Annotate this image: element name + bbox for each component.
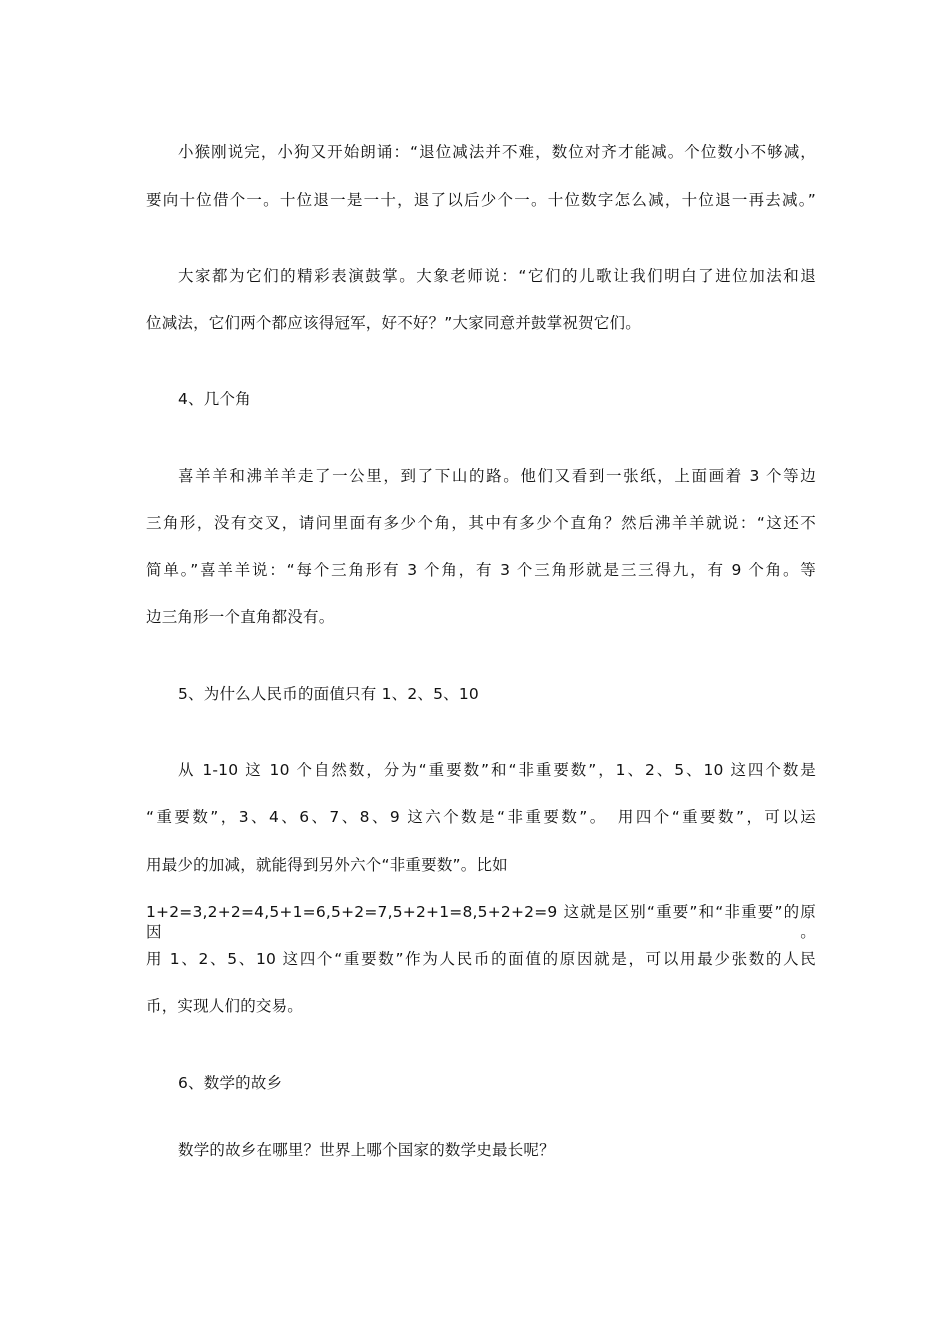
paragraph-4-line-3: 用最少的加减，就能得到另外六个“非重要数”。比如 — [146, 856, 508, 874]
paragraph-4-line-6: 币，实现人们的交易。 — [146, 997, 304, 1015]
paragraph-2-line-2: 位减法，它们两个都应该得冠军，好不好？”大家同意并鼓掌祝贺它们。 — [146, 314, 641, 332]
paragraph-4-line-2: “重要数”，3、4、6、7、8、9 这六个数是“非重要数”。 用四个“重要数”，可以运 — [146, 808, 816, 826]
paragraph-1-line-1: 小猴刚说完，小狗又开始朗诵：“退位减法并不难，数位对齐才能减。个位数小不够减， — [178, 143, 816, 161]
section-heading-6: 6、数学的故乡 — [178, 1074, 283, 1092]
section-heading-5: 5、为什么人民币的面值只有 1、2、5、10 — [178, 685, 479, 703]
paragraph-3-line-4: 边三角形一个直角都没有。 — [146, 608, 335, 626]
paragraph-4-line-5: 用 1、2、5、10 这四个“重要数”作为人民币的面值的原因就是，可以用最少张数的人民 — [146, 950, 816, 968]
paragraph-2-line-1: 大家都为它们的精彩表演鼓掌。大象老师说：“它们的儿歌让我们明白了进位加法和退 — [178, 267, 816, 285]
paragraph-4-line-1: 从 1-10 这 10 个自然数，分为“重要数”和“非重要数”，1、2、5、10 这四个数是 — [178, 761, 816, 779]
paragraph-3-line-3: 简单。”喜羊羊说：“每个三角形有 3 个角，有 3 个三角形就是三三得九，有 9 个角。等 — [146, 561, 816, 579]
paragraph-1-line-2: 要向十位借个一。十位退一是一十，退了以后少个一。十位数字怎么减，十位退一再去减。” — [146, 191, 816, 209]
paragraph-3-line-1: 喜羊羊和沸羊羊走了一公里，到了下山的路。他们又看到一张纸，上面画着 3 个等边 — [178, 467, 816, 485]
paragraph-4-line-4: 1+2=3,2+2=4,5+1=6,5+2=7,5+2+1=8,5+2+2=9 这就是区别“重要”和“非重要”的原因。 — [146, 903, 816, 941]
section-heading-4: 4、几个角 — [178, 390, 251, 408]
paragraph-5-line-1: 数学的故乡在哪里？世界上哪个国家的数学史最长呢？ — [178, 1141, 555, 1159]
paragraph-3-line-2: 三角形，没有交叉，请问里面有多少个角，其中有多少个直角？然后沸羊羊就说：“这还不 — [146, 514, 816, 532]
